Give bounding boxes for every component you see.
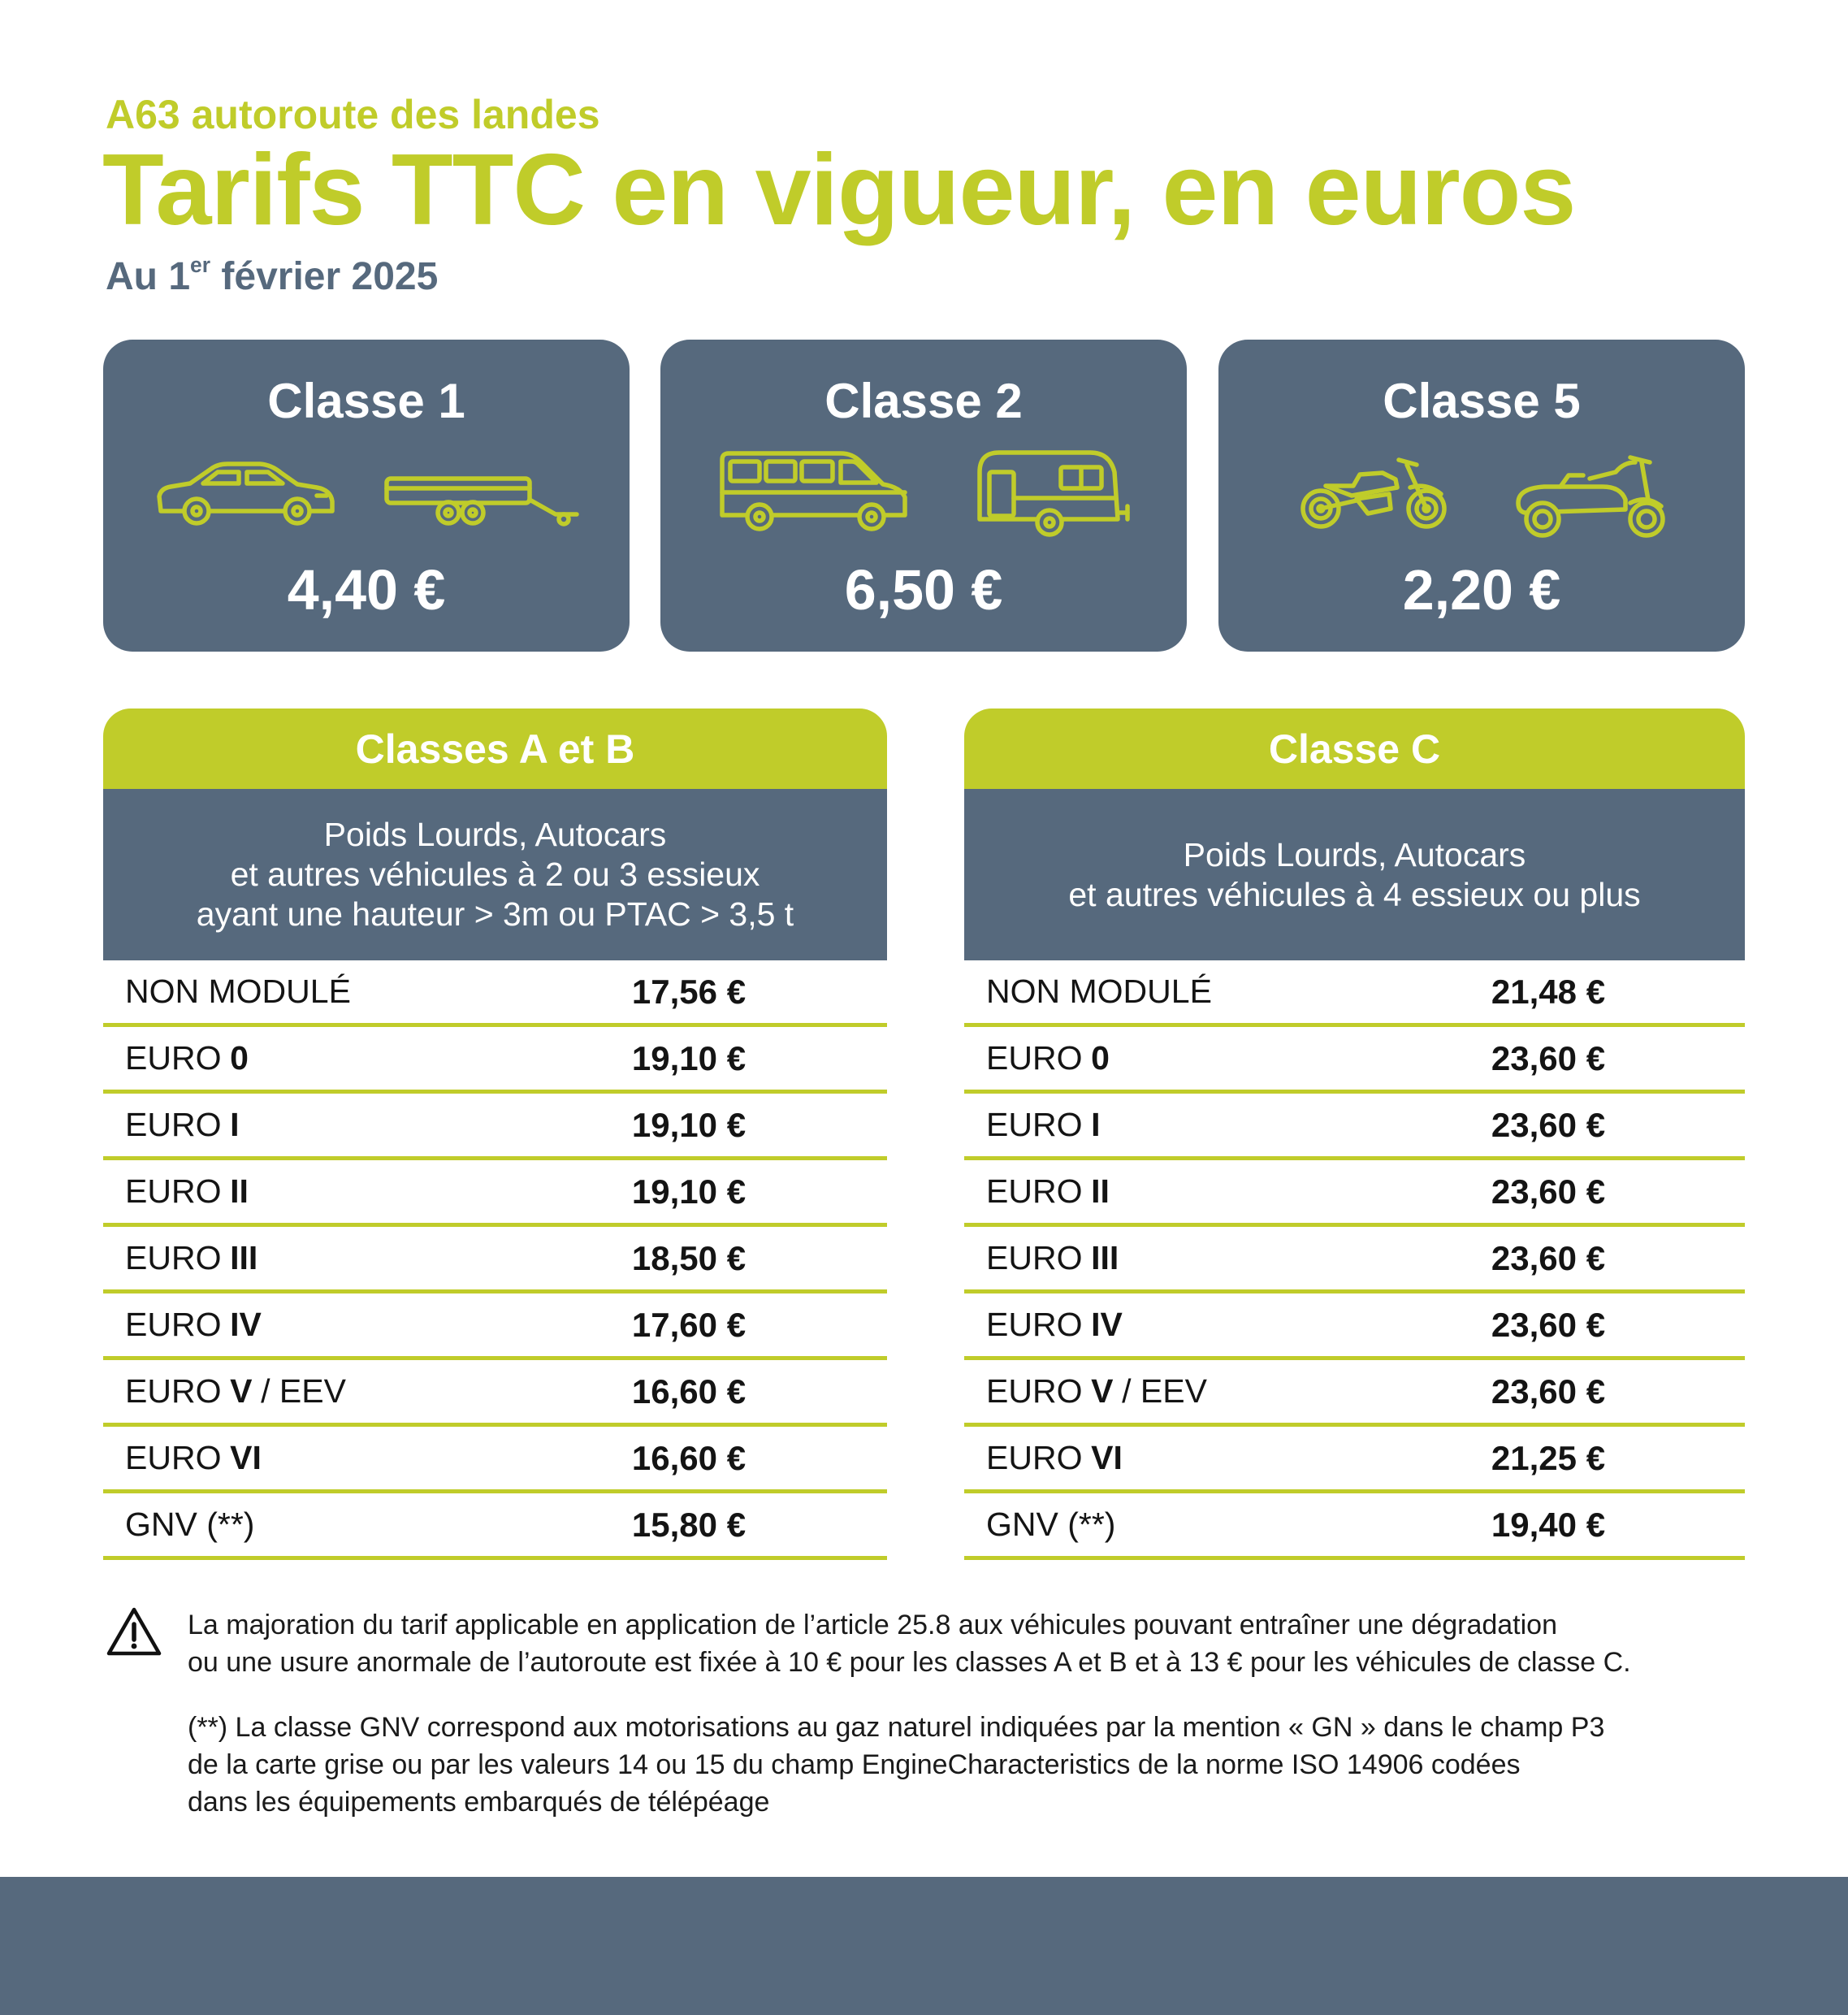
- row-label: [125, 1294, 262, 1356]
- row-label-text: EURO: [986, 1106, 1083, 1143]
- emission-class: IV: [1091, 1306, 1123, 1343]
- note-line: de la carte grise ou par les valeurs 14 ou 15 du champ EngineCharacteristics de la norme ISO 14906 codées: [188, 1749, 1521, 1780]
- warning-icon: [106, 1605, 162, 1662]
- table-title: Classes A et B: [103, 708, 887, 789]
- emission-class: 0: [230, 1039, 249, 1077]
- row-price: 16,60 €: [631, 1439, 747, 1477]
- page-title: Tarifs TTC en vigueur, en euros: [102, 134, 1576, 246]
- row-label: [125, 1094, 240, 1156]
- description-line: Poids Lourds, Autocars: [1183, 835, 1526, 873]
- class-card-2: [660, 340, 1187, 652]
- table-description: [964, 789, 1745, 960]
- note-line: ou une usure anormale de l’autoroute est fixée à 10 € pour les classes A et B et à 13 € pour les véhicules de classe C.: [188, 1647, 1631, 1678]
- row-label: [986, 1360, 1207, 1423]
- table-row: [103, 1294, 887, 1360]
- car-icon: [154, 461, 337, 527]
- row-label-suffix: / EEV: [1122, 1372, 1207, 1410]
- row-label: [986, 1227, 1119, 1289]
- description-line: et autres véhicules à 2 ou 3 essieux: [230, 856, 760, 893]
- emission-class: VI: [1091, 1439, 1123, 1476]
- row-price: 23,60 €: [1491, 1039, 1606, 1077]
- date-prefix: Au 1: [106, 255, 191, 298]
- description-line: ayant une hauteur > 3m ou PTAC > 3,5 t: [196, 895, 794, 933]
- row-label: GNV (**): [986, 1506, 1116, 1543]
- row-label: [125, 1427, 262, 1489]
- row-label: [125, 1160, 249, 1223]
- row-price: 19,40 €: [1491, 1506, 1606, 1544]
- table-row: [103, 1360, 887, 1427]
- row-price: 23,60 €: [1491, 1172, 1606, 1211]
- emission-class: II: [230, 1172, 249, 1210]
- table-row: [964, 1360, 1745, 1427]
- description-line: et autres véhicules à 4 essieux ou plus: [1068, 875, 1641, 913]
- gnv-footnote: [188, 1709, 1604, 1821]
- row-price: 19,10 €: [631, 1039, 747, 1077]
- emission-class: V: [1091, 1372, 1114, 1410]
- class-card-price: 2,20 €: [1402, 558, 1561, 622]
- class-card-5: [1218, 340, 1745, 652]
- caravan-icon: [972, 448, 1131, 538]
- table-row: [103, 1094, 887, 1160]
- row-label-text: EURO: [125, 1306, 222, 1343]
- class-card-price: 4,40 €: [287, 558, 446, 622]
- row-label: [986, 1027, 1110, 1090]
- emission-class: I: [230, 1106, 240, 1143]
- date-suffix: février 2025: [221, 255, 439, 298]
- row-price: 23,60 €: [1491, 1306, 1606, 1344]
- surcharge-note: [188, 1606, 1631, 1681]
- row-label: [125, 1227, 258, 1289]
- row-label-text: EURO: [986, 1306, 1083, 1343]
- table-row: [964, 1094, 1745, 1160]
- row-price: 17,56 €: [631, 973, 747, 1011]
- row-price: 15,80 €: [631, 1506, 747, 1544]
- row-label-text: EURO: [986, 1372, 1083, 1410]
- tariff-table-classes-a-b: [103, 708, 887, 1560]
- table-row: [964, 1427, 1745, 1493]
- tariff-table-class-c: [964, 708, 1745, 1560]
- emission-class: V: [230, 1372, 253, 1410]
- row-label: [986, 1160, 1110, 1223]
- class-card-title: Classe 5: [1383, 374, 1581, 428]
- row-label-text: EURO: [125, 1239, 222, 1276]
- row-price: 23,60 €: [1491, 1239, 1606, 1277]
- row-label-text: EURO: [125, 1372, 222, 1410]
- emission-class: IV: [230, 1306, 262, 1343]
- table-row: [964, 1493, 1745, 1560]
- van-icon: [717, 450, 910, 531]
- description-line: Poids Lourds, Autocars: [323, 816, 667, 853]
- table-row: [964, 1227, 1745, 1294]
- table-row: [103, 1227, 887, 1294]
- row-price: 19,10 €: [631, 1106, 747, 1144]
- date-ordinal: er: [190, 253, 210, 278]
- row-label-text: EURO: [986, 1239, 1083, 1276]
- row-label-text: EURO: [986, 1039, 1083, 1077]
- trailer-icon: [383, 474, 581, 527]
- row-label-suffix: / EEV: [261, 1372, 346, 1410]
- table-row: [964, 1160, 1745, 1227]
- row-label: NON MODULÉ: [125, 973, 351, 1010]
- row-price: 18,50 €: [631, 1239, 747, 1277]
- emission-class: III: [1091, 1239, 1119, 1276]
- sidecar-icon: [1512, 453, 1666, 538]
- table-row: [103, 1027, 887, 1094]
- row-label-text: EURO: [986, 1172, 1083, 1210]
- row-price: 21,25 €: [1491, 1439, 1606, 1477]
- table-row: [103, 1427, 887, 1493]
- row-price: 16,60 €: [631, 1372, 747, 1410]
- row-label-text: EURO: [986, 1439, 1083, 1476]
- motorcycle-icon: [1298, 450, 1450, 530]
- note-line: (**) La classe GNV correspond aux motorisations au gaz naturel indiquées par la mention « GN » dans le champ P3: [188, 1712, 1605, 1743]
- table-title: Classe C: [964, 708, 1745, 789]
- footer-band: [0, 1877, 1848, 2015]
- row-label: [986, 1294, 1123, 1356]
- effective-date: [106, 253, 439, 298]
- table-row: [103, 960, 887, 1027]
- emission-class: II: [1091, 1172, 1110, 1210]
- row-label-text: EURO: [125, 1039, 222, 1077]
- table-row: [964, 1027, 1745, 1094]
- emission-class: 0: [1091, 1039, 1110, 1077]
- class-card-price: 6,50 €: [844, 558, 1003, 622]
- note-line: dans les équipements embarqués de télépéage: [188, 1787, 770, 1818]
- table-row: [103, 1493, 887, 1560]
- class-card-title: Classe 2: [824, 374, 1023, 428]
- class-card-title: Classe 1: [267, 374, 465, 428]
- row-label: [125, 1360, 346, 1423]
- row-price: 19,10 €: [631, 1172, 747, 1211]
- table-row: [964, 1294, 1745, 1360]
- row-label-text: EURO: [125, 1172, 222, 1210]
- row-price: 23,60 €: [1491, 1372, 1606, 1410]
- table-row: [964, 960, 1745, 1027]
- emission-class: I: [1091, 1106, 1101, 1143]
- emission-class: III: [230, 1239, 258, 1276]
- row-label: GNV (**): [125, 1506, 255, 1543]
- table-description: [103, 789, 887, 960]
- row-price: 21,48 €: [1491, 973, 1606, 1011]
- row-label: NON MODULÉ: [986, 973, 1212, 1010]
- note-line: La majoration du tarif applicable en application de l’article 25.8 aux véhicules pouvant entraîner une dégradation: [188, 1610, 1558, 1640]
- row-price: 17,60 €: [631, 1306, 747, 1344]
- row-price: 23,60 €: [1491, 1106, 1606, 1144]
- row-label: [986, 1427, 1123, 1489]
- emission-class: VI: [230, 1439, 262, 1476]
- row-label: [125, 1027, 249, 1090]
- table-row: [103, 1160, 887, 1227]
- row-label-text: EURO: [125, 1439, 222, 1476]
- class-card-1: [103, 340, 630, 652]
- row-label: [986, 1094, 1101, 1156]
- route-name: A63 autoroute des landes: [106, 92, 600, 137]
- row-label-text: EURO: [125, 1106, 222, 1143]
